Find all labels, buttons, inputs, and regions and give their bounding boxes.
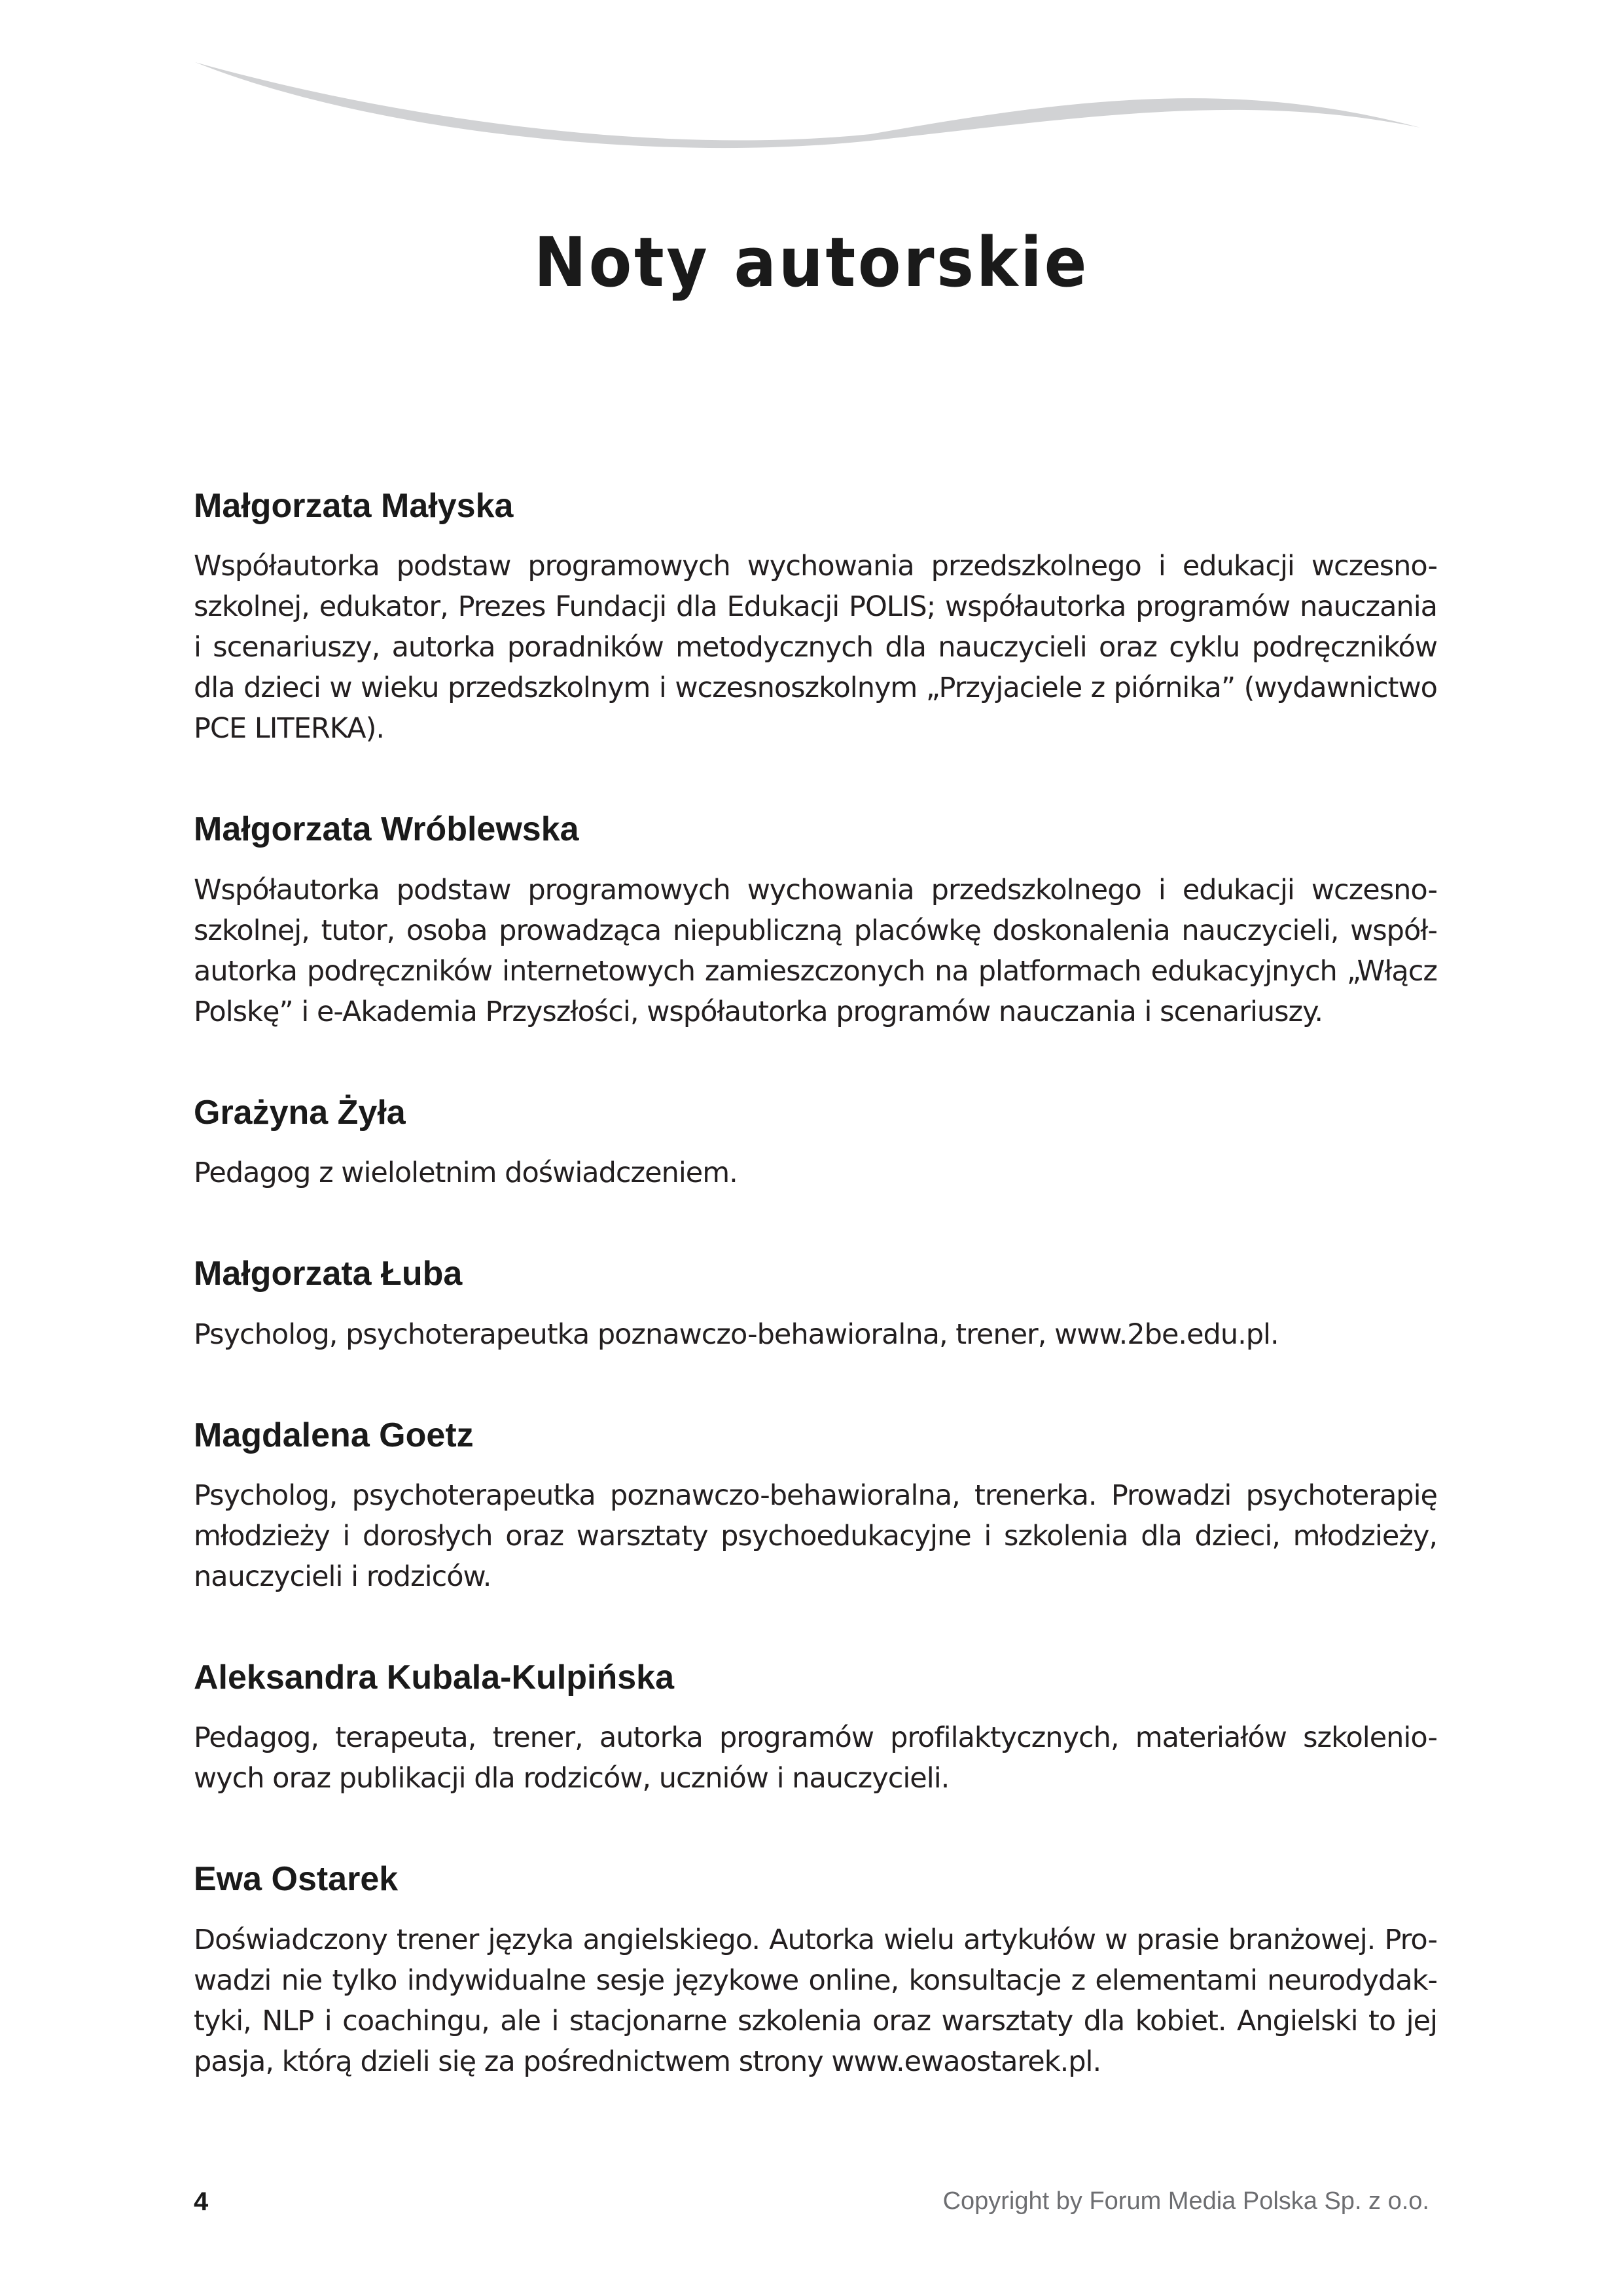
author-entry (194, 486, 1437, 749)
author-entry (194, 809, 1437, 1031)
author-bio: Pedagog, terapeuta, trener, autorka programów profilaktycznych, materiałów szkolenio-wych oraz publikacji dla rodziców, uczniów i nauczycieli. (194, 1721, 1437, 1795)
author-name: Ewa Ostarek (194, 1860, 399, 1899)
author-bio: Doświadczony trener języka angielskiego. Autorka wielu artykułów w prasie branżowej. Pro-wadzi nie tylko indywidualne sesje językowe online, konsultacje z elementami neurodydak-tyki, NLP i coachingu, ale i stacjonarne szkolenia oraz warsztaty dla kobiet. Angielski to jej pasja, którą dzieli się za pośrednictwem strony www.ewaostarek.pl. (194, 1923, 1437, 2078)
author-entry (194, 1092, 1437, 1193)
page-number: 4 (194, 2187, 209, 2216)
author-entry (194, 1415, 1437, 1597)
author-entry (194, 1859, 1437, 2081)
author-entry (194, 1253, 1437, 1354)
author-bio: Psycholog, psychoterapeutka poznawczo-behawioralna, trenerka. Prowadzi psychoterapię młodzieży i dorosłych oraz warsztaty psychoedukacyjne i szkolenia dla dzieci, młodzieży, nauczycieli i rodziców. (194, 1479, 1437, 1593)
decorative-wave (0, 0, 1623, 196)
author-name: Aleksandra Kubala-Kulpińska (194, 1658, 674, 1696)
author-name: Magdalena Goetz (194, 1416, 474, 1454)
author-name: Małgorzata Wróblewska (194, 810, 579, 849)
author-name: Małgorzata Małyska (194, 487, 514, 525)
author-notes (194, 486, 1437, 2142)
author-bio: Pedagog z wieloletnim doświadczeniem. (194, 1157, 738, 1190)
author-bio: Psycholog, psychoterapeutka poznawczo-behawioralna, trener, www.2be.edu.pl. (194, 1318, 1279, 1351)
author-entry (194, 1657, 1437, 1799)
author-bio: Współautorka podstaw programowych wychowania przedszkolnego i edukacji wczesno-szkolnej, edukator, Prezes Fundacji dla Edukacji POLIS; współautorka programów nauczania i scenariuszy, autorka poradników metodycznych dla nauczycieli oraz cyklu podręczników dla dzieci w wieku przedszkolnym i wczesnoszkolnym „Przyjaciele z piórnika” (wydawnictwo PCE LITERKA). (194, 550, 1437, 745)
author-name: Małgorzata Łuba (194, 1255, 463, 1293)
copyright-notice: Copyright by Forum Media Polska Sp. z o.o. (942, 2187, 1429, 2215)
page-title: Noty autorskie (533, 223, 1090, 302)
author-name: Grażyna Żyła (194, 1093, 406, 1132)
author-bio: Współautorka podstaw programowych wychowania przedszkolnego i edukacji wczesno-szkolnej, tutor, osoba prowadząca niepubliczną placówkę doskonalenia nauczycieli, współ-autorka podręczników internetowych zamieszczonych na platformach edukacyjnych „Włącz Polskę” i e-Akademia Przyszłości, współautorka programów nauczania i scenariuszy. (194, 873, 1437, 1028)
